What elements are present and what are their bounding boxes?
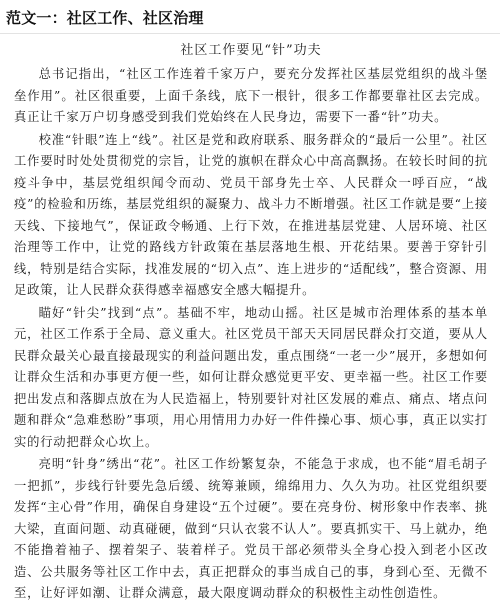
- paragraph-intro: 总书记指出，“社区工作连着千家万户，要充分发挥社区基层党组织的战斗堡垒作用”。社区很重要，上面千条线，底下一根针，很多工作都要靠社区去完成。真正让千家万户切身感受到我们党始终在人民身边，需要下一番“针”功夫。: [14, 67, 488, 124]
- section-heading: 范文一：社区工作、社区治理: [6, 9, 204, 27]
- article-title: 社区工作要见“针”功夫: [180, 43, 322, 58]
- paragraph-needle-eye: 校准“针眼”连上“线”。社区是党和政府联系、服务群众的“最后一公里”。社区工作要时时处处贯彻党的宗旨，让党的旗帜在群众心中高高飘扬。在较长时间的抗疫斗争中，基层党组织闻令而动、党员干部身先士卒、人民群众一呼百应，“战疫”的检验和历练，基层党组织的凝聚力、战斗力不断增强。社区工作就是要“上接天线、下接地气”，保证政令畅通、上行下效，在推进基层党建、人居环境、社区治理等工作中，让党的路线方针政策在基层落地生根、开花结果。要善于穿针引线，特别是结合实际，找准发展的“切入点”、连上进步的“适配线”，整合资源、用足政策，让人民群众获得感幸福感安全感大幅提升。: [14, 132, 488, 297]
- article-body: [14, 38, 488, 606]
- heading-divider: [0, 33, 500, 34]
- paragraph-needle-tip: 瞄好“针尖”找到“点”。基础不牢，地动山摇。社区是城市治理体系的基本单元，社区工作系于全局、意义重大。社区党员干部天天同居民群众打交道，要从人民群众最关心最直接最现实的利益问题出发，重点围绕“一老一少”展开，多想如何让群众生活和办事更方便一些，如何让群众感觉更平安、更幸福一些。社区工作要把出发点和落脚点放在为人民造福上，特别要针对社区发展的难点、痛点、堵点问题和群众“急难愁盼”事项，用心用情用力办好一件件操心事、烦心事，真正以实打实的行动把群众心坎上。: [14, 305, 488, 449]
- paragraph-needle-body: 亮明“针身”绣出“花”。社区工作纷繁复杂，不能急于求成，也不能“眉毛胡子一把抓”，步线行针要先急后缓、统筹兼顾，绵绵用力、久久为功。社区党组织要发挥“主心骨”作用，确保自身建设“五个过硬”。要在亮身份、树形象中作表率、挑大梁，直面问题、动真碰硬，做到“只认衣裳不认人”。要真抓实干、马上就办，绝不能撸着袖子、摆着架子、装着样子。党员干部必须带头全身心投入到老小区改造、公共服务等社区工作中去，真正把群众的事当成自己的事，身到心至、无微不至，让好评如潮、让群众满意，最大限度调动群众的积极性主动性创造性。: [14, 457, 488, 600]
